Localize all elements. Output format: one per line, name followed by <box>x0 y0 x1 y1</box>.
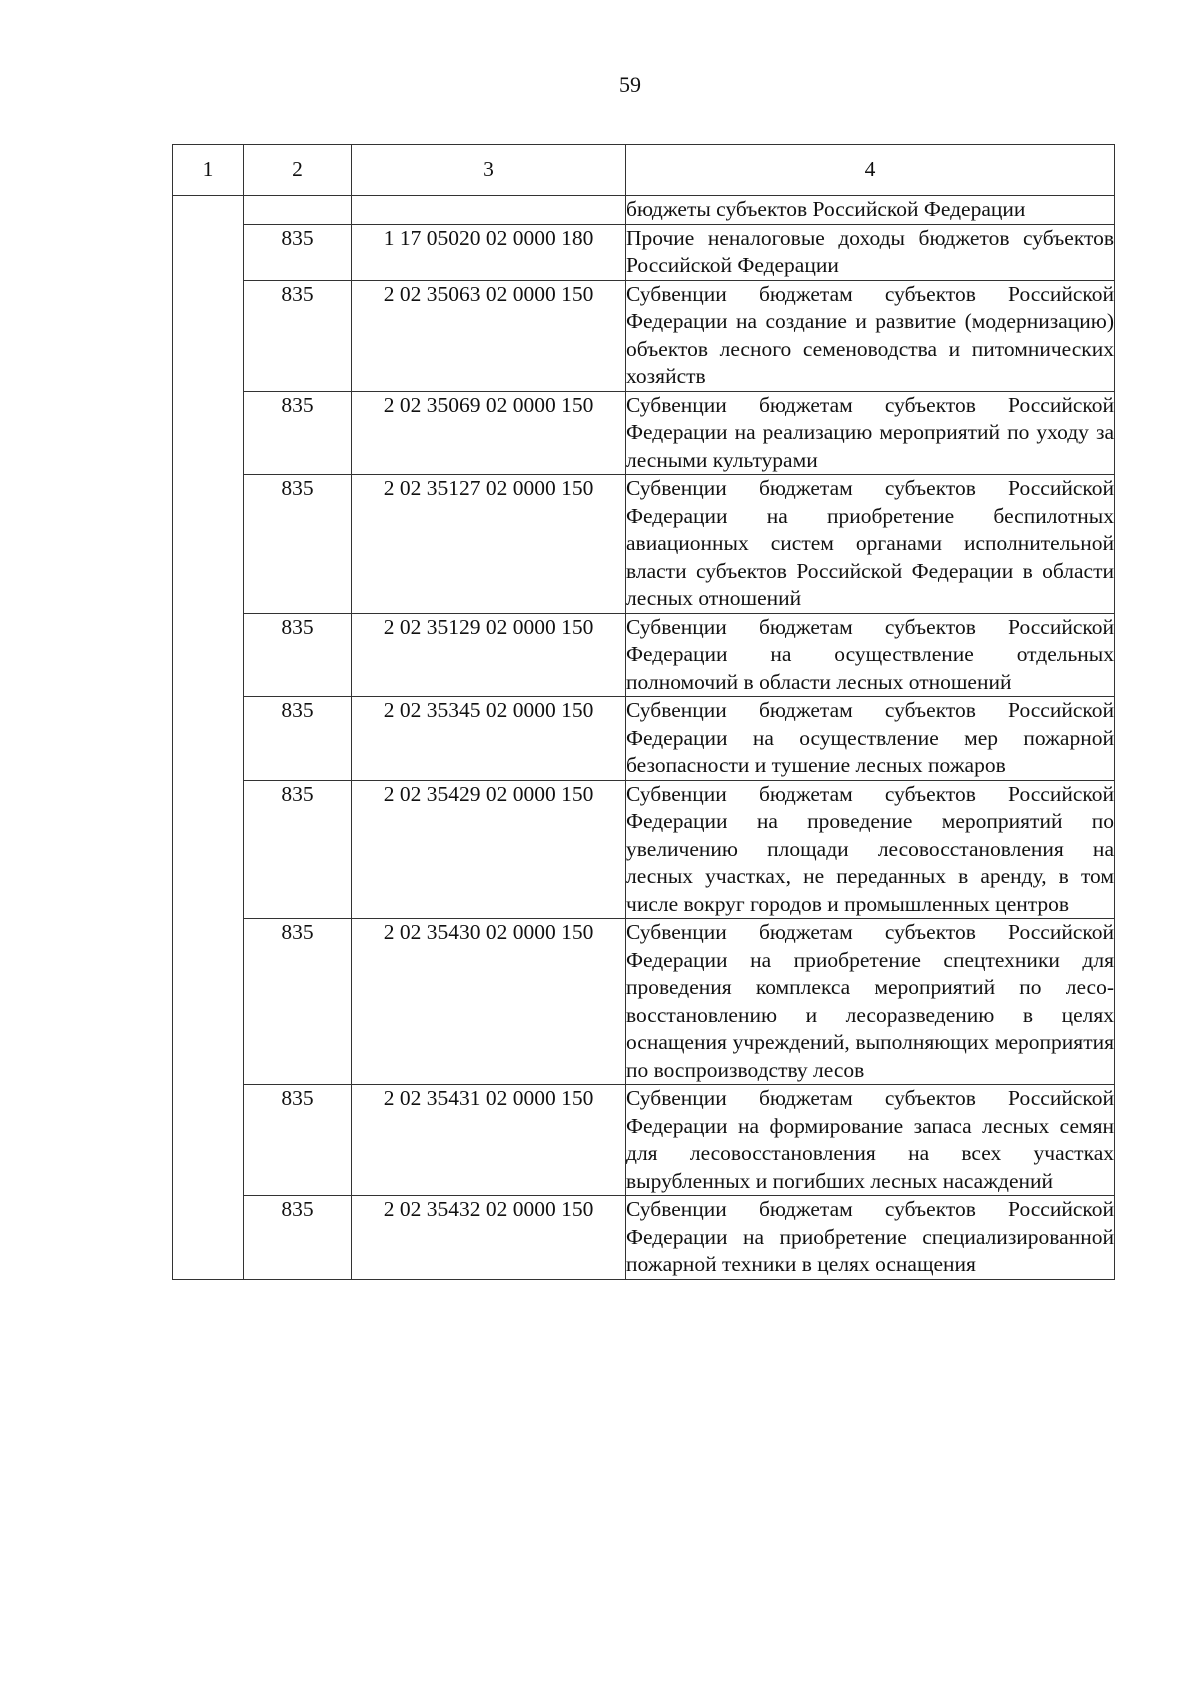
table-row <box>173 196 1115 225</box>
description-cell: Субвенции бюджетам субъектов Российской Федерации на проведение мероприятий по увеличению площади лесовосстановления на лесных участках, не переданных в аренду, в том числе вокруг городов и промышленных центров <box>626 780 1115 919</box>
table-row <box>173 475 1115 614</box>
header-col-3: 3 <box>352 145 626 196</box>
budget-code-cell: 2 02 35063 02 0000 150 <box>352 280 626 391</box>
description-cell: Субвенции бюджетам субъектов Российской Федерации на реализацию мероприятий по уходу за лесными культурами <box>626 391 1115 475</box>
table-row <box>173 280 1115 391</box>
revenue-codes-table <box>172 144 1115 1280</box>
admin-code-cell: 835 <box>244 391 352 475</box>
admin-code-cell: 835 <box>244 780 352 919</box>
admin-code-cell: 835 <box>244 1085 352 1196</box>
page-number: 59 <box>619 72 641 97</box>
table-row <box>173 224 1115 280</box>
budget-code-cell: 2 02 35430 02 0000 150 <box>352 919 626 1085</box>
header-col-4: 4 <box>626 145 1115 196</box>
description-cell: Субвенции бюджетам субъектов Российской Федерации на создание и развитие (модернизацию) объектов лесного семеноводства и питомнических хозяйств <box>626 280 1115 391</box>
table-row <box>173 1196 1115 1280</box>
description-cell: Субвенции бюджетам субъектов Российской Федерации на формирование запаса лесных семян для лесовосстановления на всех участках вырубленных и погибших лесных насаждений <box>626 1085 1115 1196</box>
table-header-row <box>173 145 1115 196</box>
description-cell: Прочие неналоговые доходы бюджетов субъектов Российской Федерации <box>626 224 1115 280</box>
table-row <box>173 697 1115 781</box>
table-row <box>173 391 1115 475</box>
budget-code-cell: 2 02 35069 02 0000 150 <box>352 391 626 475</box>
group-number-cell <box>173 196 244 1280</box>
budget-code-cell <box>352 196 626 225</box>
table-row <box>173 780 1115 919</box>
admin-code-cell: 835 <box>244 697 352 781</box>
header-col-2: 2 <box>244 145 352 196</box>
admin-code-cell: 835 <box>244 613 352 697</box>
table-row <box>173 919 1115 1085</box>
budget-code-cell: 2 02 35129 02 0000 150 <box>352 613 626 697</box>
admin-code-cell: 835 <box>244 919 352 1085</box>
table-row <box>173 613 1115 697</box>
budget-code-cell: 2 02 35429 02 0000 150 <box>352 780 626 919</box>
admin-code-cell: 835 <box>244 1196 352 1280</box>
admin-code-cell: 835 <box>244 280 352 391</box>
description-cell: Субвенции бюджетам субъектов Российской Федерации на осуществление отдельных полномочий в области лесных отношений <box>626 613 1115 697</box>
description-cell: Субвенции бюджетам субъектов Российской Федерации на осуществление мер пожарной безопасности и тушение лесных пожаров <box>626 697 1115 781</box>
description-cell: Субвенции бюджетам субъектов Российской Федерации на приобретение спецтехники для проведения комплекса мероприятий по лесовосстановлению и лесоразведению в целях оснащения учреждений, выполняющих мероприятия по воспроизводству лесов <box>626 919 1115 1085</box>
table-row <box>173 1085 1115 1196</box>
budget-code-cell: 2 02 35431 02 0000 150 <box>352 1085 626 1196</box>
budget-code-cell: 2 02 35432 02 0000 150 <box>352 1196 626 1280</box>
admin-code-cell: 835 <box>244 224 352 280</box>
description-cell: бюджеты субъектов Российской Федерации <box>626 196 1115 225</box>
description-cell: Субвенции бюджетам субъектов Российской Федерации на приобретение беспилотных авиационных систем органами исполнительной власти субъектов Российской Федерации в области лесных отношений <box>626 475 1115 614</box>
budget-code-cell: 2 02 35345 02 0000 150 <box>352 697 626 781</box>
budget-code-cell: 1 17 05020 02 0000 180 <box>352 224 626 280</box>
admin-code-cell: 835 <box>244 475 352 614</box>
description-cell: Субвенции бюджетам субъектов Российской Федерации на приобретение специализированной пожарной техники в целях оснащения <box>626 1196 1115 1280</box>
header-col-1: 1 <box>173 145 244 196</box>
budget-code-cell: 2 02 35127 02 0000 150 <box>352 475 626 614</box>
admin-code-cell <box>244 196 352 225</box>
